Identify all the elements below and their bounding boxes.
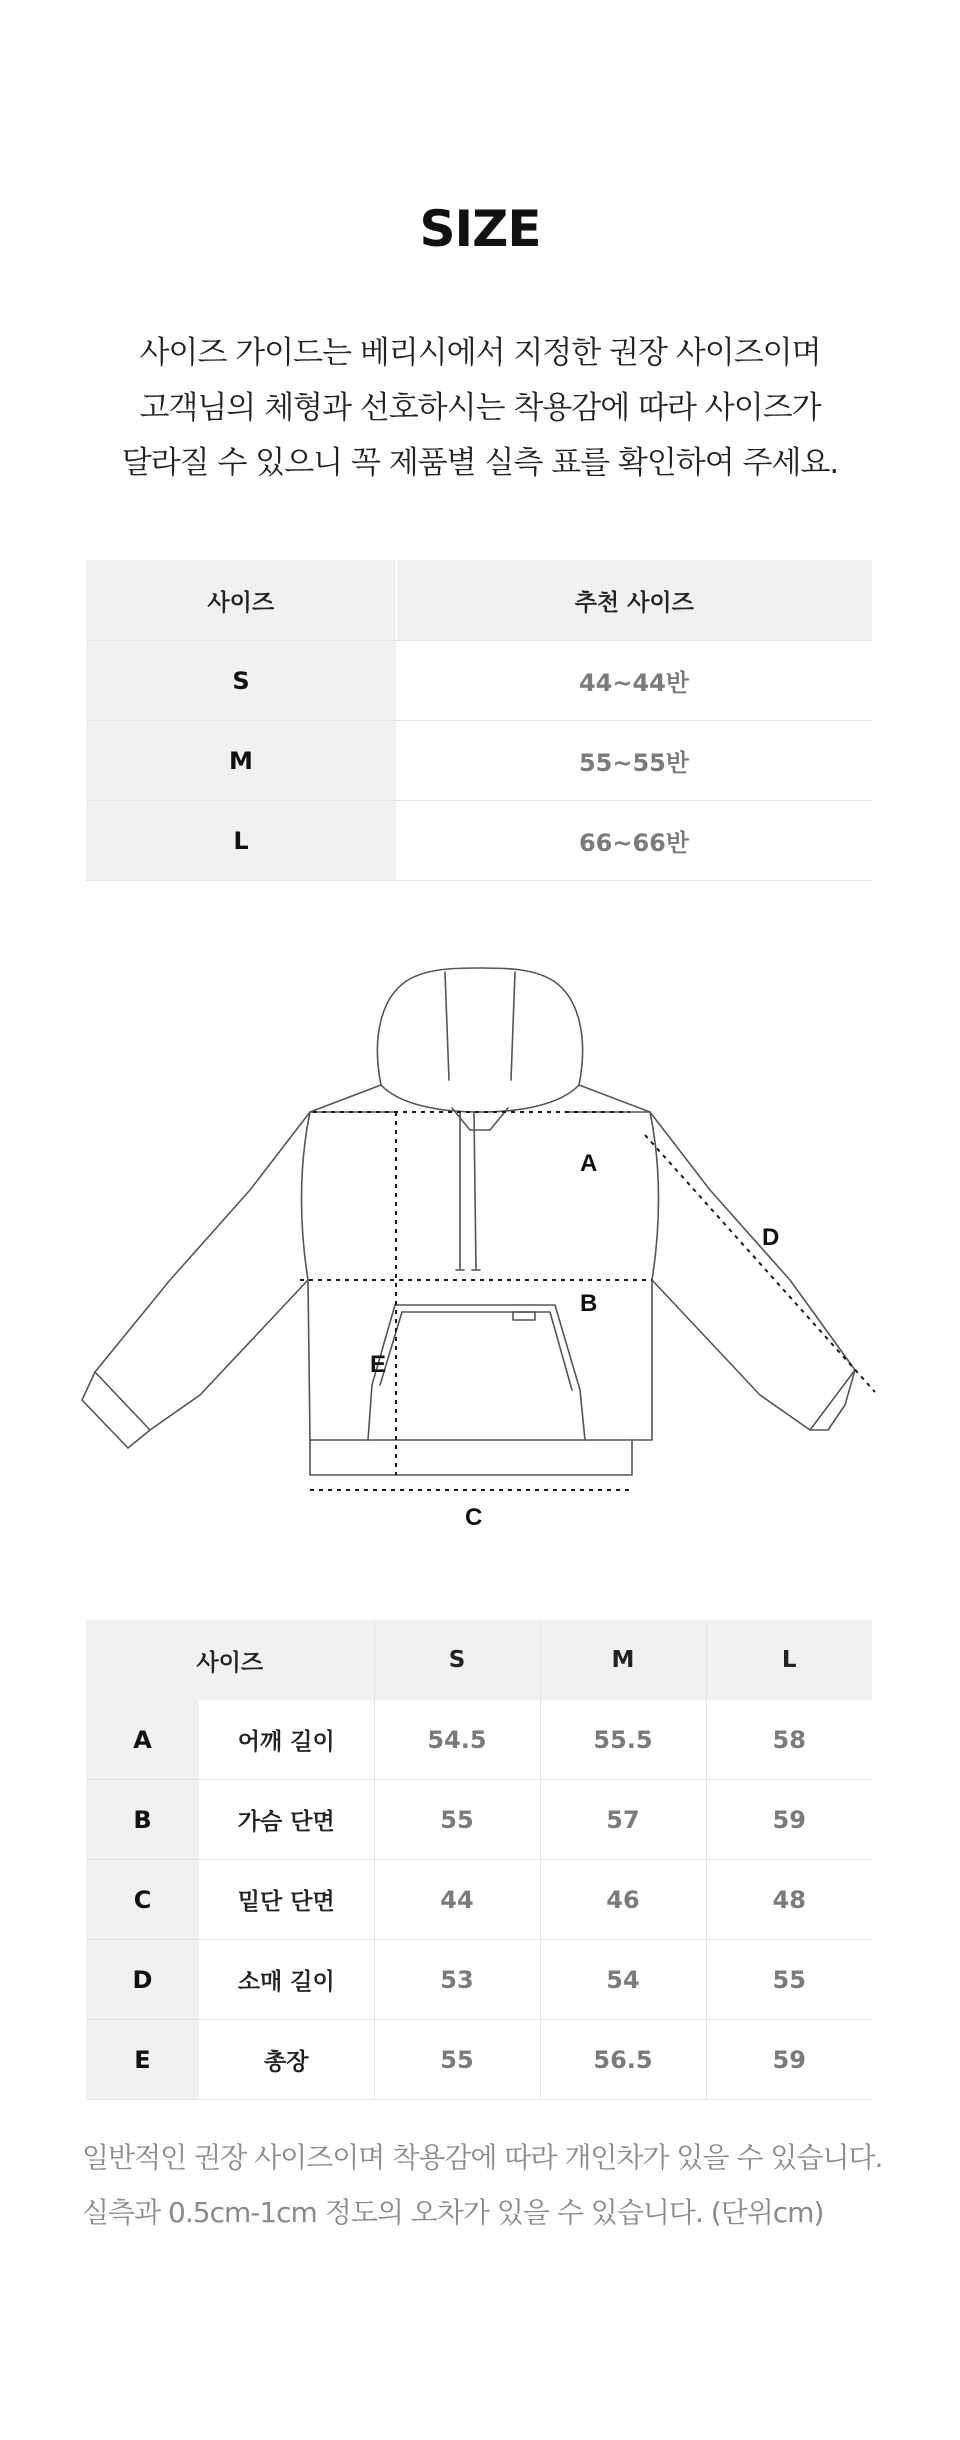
recommend-value: 66~66반: [396, 801, 872, 881]
measure-value: 46: [540, 1860, 706, 1940]
note-line: 실측과 0.5cm-1cm 정도의 오차가 있을 수 있습니다. (단위cm): [82, 2196, 824, 2229]
hoodie-measurement-diagram: [0, 950, 960, 1580]
intro-line: 고객님의 체형과 선호하시는 착용감에 따라 사이즈가: [139, 390, 821, 426]
table-header-row: [86, 560, 872, 641]
measure-value: 54.5: [374, 1700, 540, 1780]
measure-value: 53: [374, 1940, 540, 2020]
measure-value: 59: [706, 2020, 872, 2100]
label-e: E: [370, 1351, 387, 1378]
size-label: M: [86, 721, 396, 801]
measure-value: 56.5: [540, 2020, 706, 2100]
table-header-row: [86, 1620, 872, 1700]
header-recommend: 추천 사이즈: [396, 560, 872, 641]
header-size: 사이즈: [86, 1620, 374, 1700]
page-title: SIZE: [419, 200, 541, 258]
measure-value: 55: [374, 1780, 540, 1860]
table-row: [86, 1940, 872, 2020]
label-d: D: [762, 1224, 780, 1251]
recommend-value: 55~55반: [396, 721, 872, 801]
size-notes: [82, 2130, 922, 2240]
measure-letter: B: [86, 1780, 199, 1860]
intro-line: 달라질 수 있으니 꼭 제품별 실측 표를 확인하여 주세요.: [121, 445, 839, 481]
table-row: [86, 1780, 872, 1860]
label-c: C: [465, 1504, 483, 1531]
size-label: L: [86, 801, 396, 881]
header-size-l: L: [706, 1620, 872, 1700]
size-label: S: [86, 641, 396, 721]
measure-letter: E: [86, 2020, 199, 2100]
measure-letter: A: [86, 1700, 199, 1780]
measure-value: 55.5: [540, 1700, 706, 1780]
measure-value: 55: [706, 1940, 872, 2020]
measure-value: 57: [540, 1780, 706, 1860]
measure-name: 소매 길이: [199, 1940, 374, 2020]
measure-name: 어깨 길이: [199, 1700, 374, 1780]
measure-value: 48: [706, 1860, 872, 1940]
table-row: [86, 1700, 872, 1780]
intro-line: 사이즈 가이드는 베리시에서 지정한 권장 사이즈이며: [139, 335, 821, 371]
header-size: 사이즈: [86, 560, 396, 641]
table-row: [86, 801, 872, 881]
measure-value: 44: [374, 1860, 540, 1940]
measure-name: 가슴 단면: [199, 1780, 374, 1860]
measure-name: 밑단 단면: [199, 1860, 374, 1940]
note-line: 일반적인 권장 사이즈이며 착용감에 따라 개인차가 있을 수 있습니다.: [82, 2141, 883, 2174]
measure-value: 58: [706, 1700, 872, 1780]
label-a: A: [580, 1150, 598, 1177]
table-row: [86, 2020, 872, 2100]
measure-value: 54: [540, 1940, 706, 2020]
label-b: B: [580, 1290, 598, 1317]
hoodie-outline: [82, 968, 855, 1475]
table-row: [86, 721, 872, 801]
header-size-m: M: [540, 1620, 706, 1700]
measure-value: 55: [374, 2020, 540, 2100]
measure-letter: D: [86, 1940, 199, 2020]
recommended-size-table: [86, 560, 872, 881]
recommend-value: 44~44반: [396, 641, 872, 721]
measure-value: 59: [706, 1780, 872, 1860]
header-size-s: S: [374, 1620, 540, 1700]
measurement-table: [86, 1620, 872, 2100]
table-row: [86, 1860, 872, 1940]
size-guide-intro: [60, 326, 900, 491]
measure-name: 총장: [199, 2020, 374, 2100]
measure-letter: C: [86, 1860, 199, 1940]
table-row: [86, 641, 872, 721]
